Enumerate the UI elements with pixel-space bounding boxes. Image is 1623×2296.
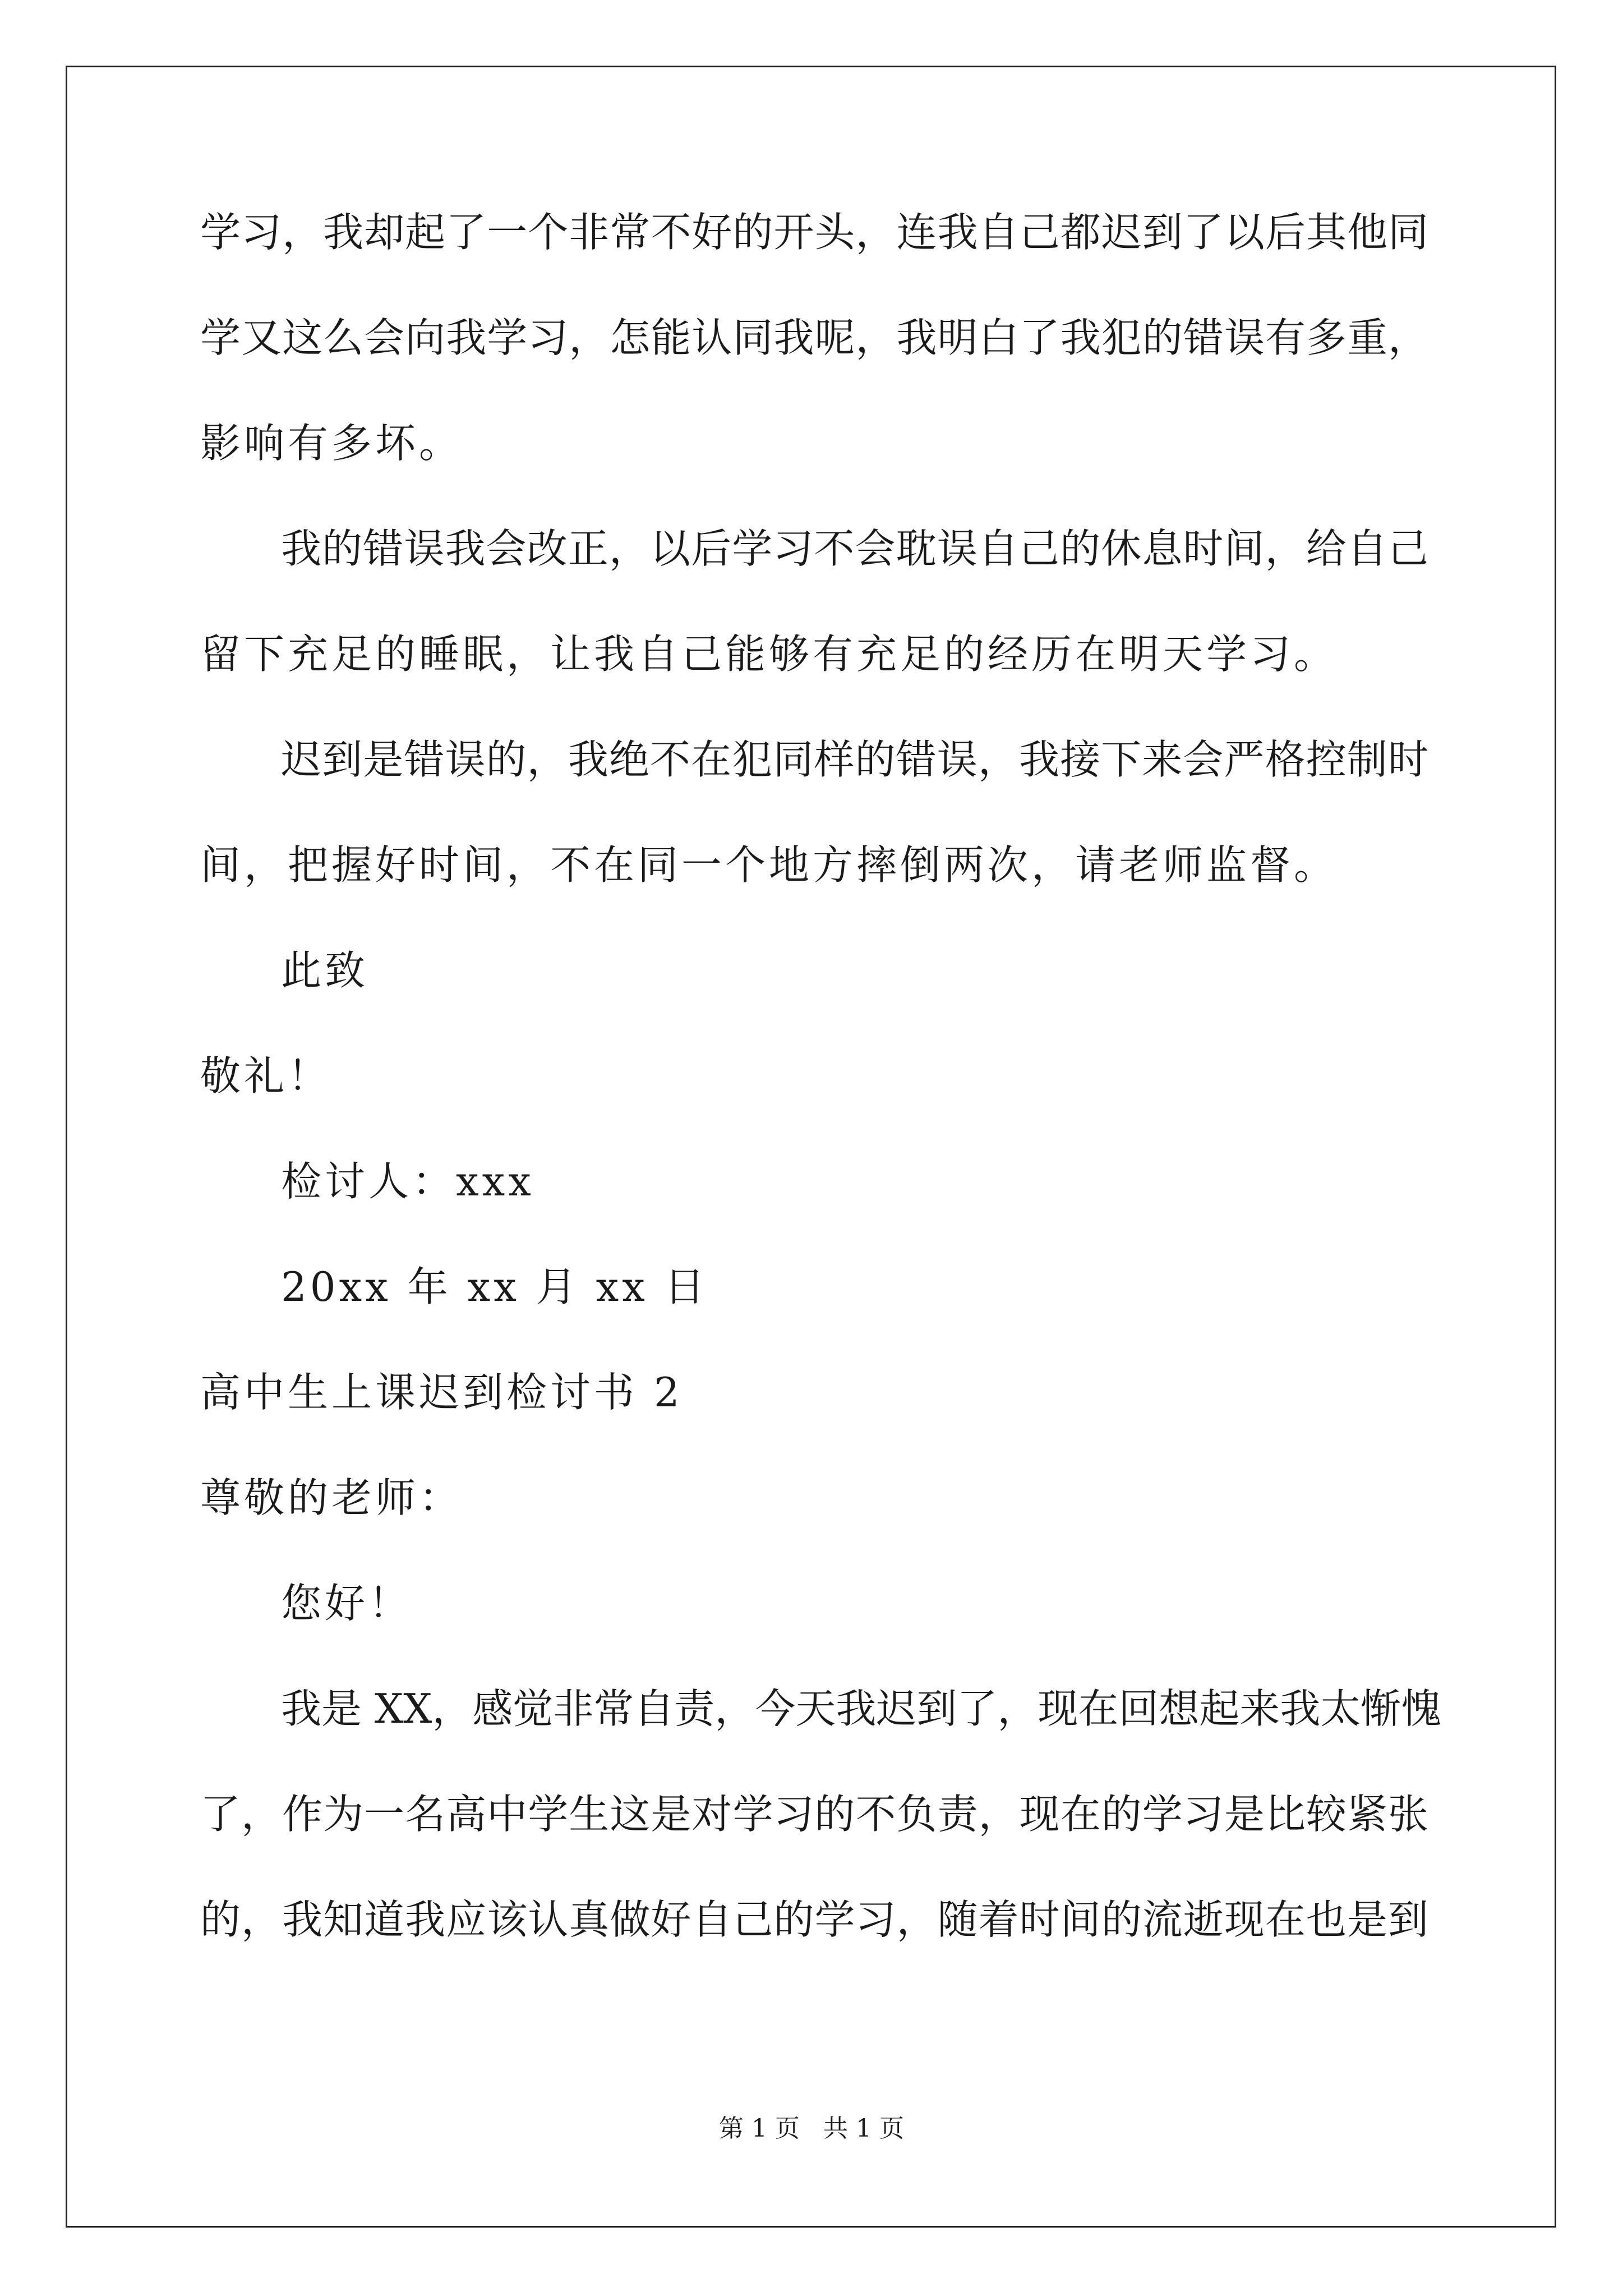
paragraph-line: 我的错误我会改正，以后学习不会耽误自己的休息时间，给自己	[281, 525, 1428, 572]
greeting: 您好！	[281, 1580, 413, 1627]
paragraph-line: 学又这么会向我学习，怎能认同我呢，我明白了我犯的错误有多重，	[200, 314, 1428, 361]
paragraph-line: 影响有多坏。	[200, 420, 463, 467]
date-line: 20xx 年 xx 月 xx 日	[281, 1263, 708, 1310]
paragraph-line: 间，把握好时间，不在同一个地方摔倒两次，请老师监督。	[200, 841, 1338, 889]
paragraph-line: 的，我知道我应该认真做好自己的学习，随着时间的流逝现在也是到	[200, 1896, 1428, 1943]
closing-salutation: 此致	[281, 947, 369, 994]
paragraph-line: 我是 XX，感觉非常自责，今天我迟到了，现在回想起来我太惭愧	[281, 1685, 1442, 1732]
paragraph-line: 了，作为一名高中学生这是对学习的不负责，现在的学习是比较紧张	[200, 1791, 1428, 1838]
greeting-recipient: 尊敬的老师：	[200, 1474, 463, 1521]
signature-line: 检讨人：xxx	[281, 1158, 534, 1205]
paragraph-line: 学习，我却起了一个非常不好的开头，连我自己都迟到了以后其他同	[200, 209, 1428, 256]
section-title: 高中生上课迟到检讨书 2	[200, 1369, 683, 1416]
closing-regards: 敬礼！	[200, 1052, 332, 1099]
page-footer: 第 1 页 共 1 页	[719, 2114, 904, 2143]
paragraph-line: 迟到是错误的，我绝不在犯同样的错误，我接下来会严格控制时	[281, 736, 1428, 783]
paragraph-line: 留下充足的睡眠，让我自己能够有充足的经历在明天学习。	[200, 631, 1338, 678]
